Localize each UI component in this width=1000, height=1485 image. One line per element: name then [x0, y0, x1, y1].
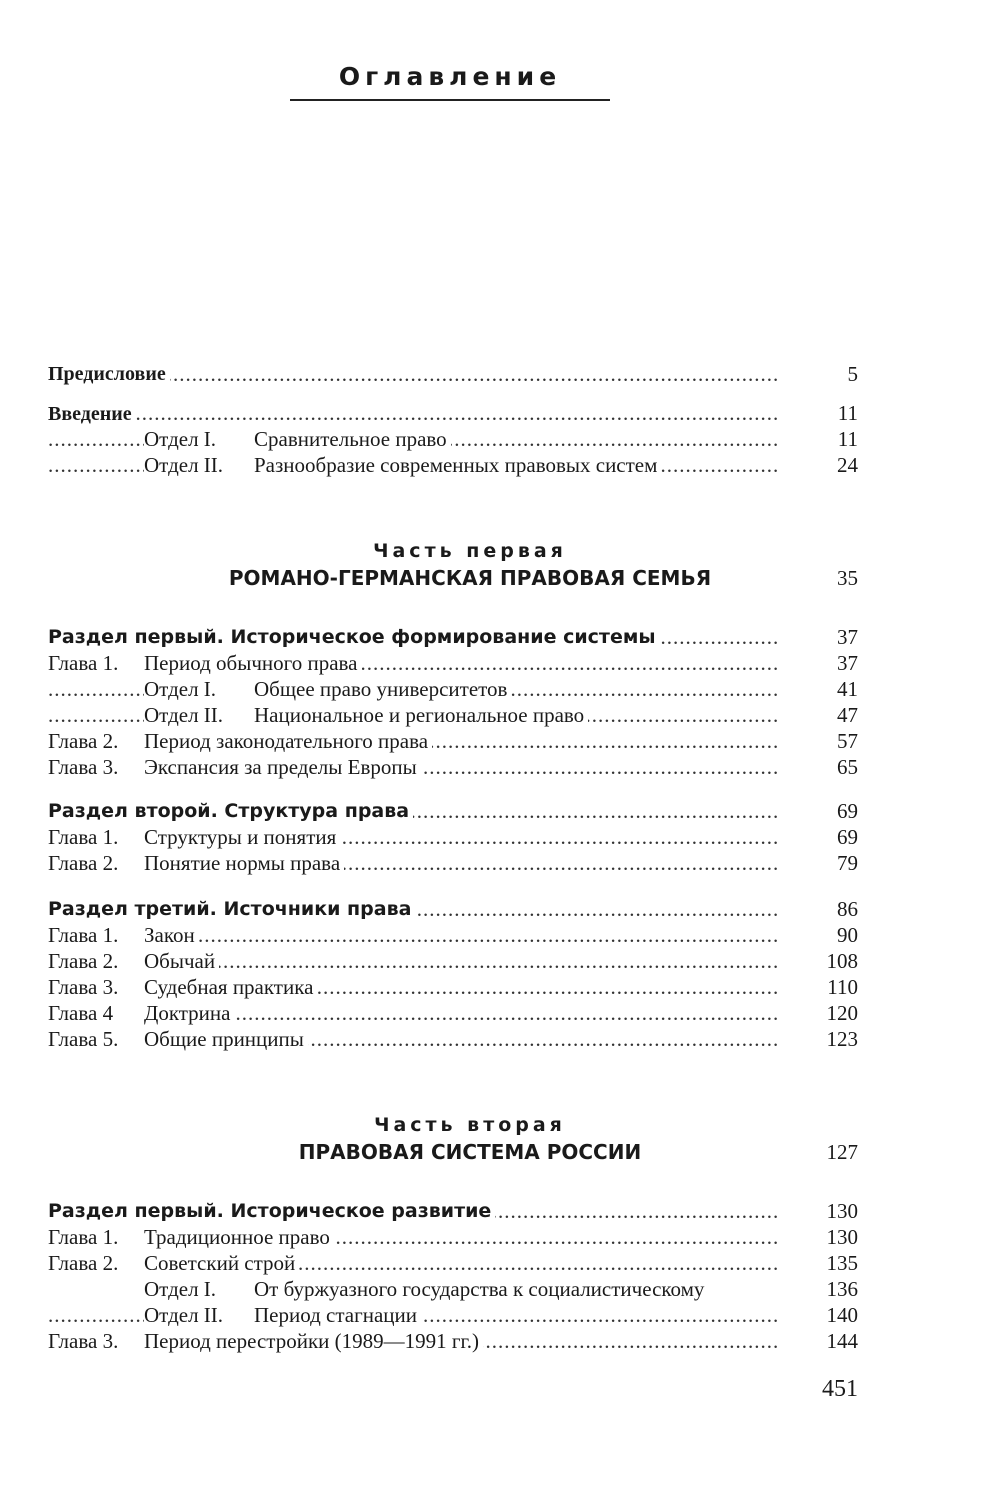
part-page: 127	[826, 1140, 858, 1164]
toc-entry-page: 130	[826, 1225, 858, 1249]
toc-entry-page: 24	[837, 453, 858, 477]
toc-entry-label: Раздел первый. Историческое развитие	[48, 1198, 495, 1224]
toc-section[interactable]	[48, 1198, 858, 1224]
part-kicker: Часть вторая	[374, 1114, 566, 1136]
part-kicker: Часть первая	[373, 540, 567, 562]
toc-entry-label: Глава 3. Период перестройки (1989—1991 гг.)	[48, 1328, 483, 1354]
toc-entry-label: Глава 3. Экспансия за пределы Европы	[48, 754, 421, 780]
toc-entry-page: 11	[837, 401, 858, 425]
part-title[interactable]: РОМАНО-ГЕРМАНСКАЯ ПРАВОВАЯ СЕМЬЯ	[228, 566, 712, 590]
toc-entry-page: 47	[837, 703, 858, 727]
toc-entry-label: Глава 2. Период законодательного права	[48, 728, 432, 754]
toc-entry-page: 110	[827, 975, 858, 999]
toc-subsection[interactable]	[48, 702, 858, 728]
toc-chapter[interactable]	[48, 1224, 858, 1250]
toc-entry-preface[interactable]	[48, 361, 858, 387]
toc-entry-label: Глава 1. Структуры и понятия	[48, 824, 340, 850]
toc-chapter[interactable]	[48, 650, 858, 676]
toc-entry-page: 90	[837, 923, 858, 947]
toc-entry-label: Глава 4 Доктрина	[48, 1000, 234, 1026]
toc-entry-page: 41	[837, 677, 858, 701]
toc-entry-page: 144	[826, 1329, 858, 1353]
toc-section[interactable]	[48, 624, 858, 650]
toc-entry-page: 130	[826, 1199, 858, 1223]
toc-entry-label: Отдел I. Сравнительное право	[144, 426, 451, 452]
toc-entry-page: 120	[826, 1001, 858, 1025]
toc-entry-label: Отдел II. Период стагнации	[144, 1302, 421, 1328]
toc-entry-page: 135	[826, 1251, 858, 1275]
toc-entry-label: Раздел третий. Источники права	[48, 896, 415, 922]
toc-chapter[interactable]	[48, 754, 858, 780]
toc-entry-label: Отдел I. Общее право университетов	[144, 676, 511, 702]
toc-subsection[interactable]	[48, 1302, 858, 1328]
toc-chapter[interactable]	[48, 974, 858, 1000]
toc-entry-page: 5	[847, 362, 858, 386]
toc-entry-label: Отдел I. От буржуазного государства к социалистическому	[144, 1276, 708, 1302]
toc-entry-page: 123	[826, 1027, 858, 1051]
toc-entry[interactable]	[48, 426, 858, 452]
toc-entry-label: Глава 1. Период обычного права	[48, 650, 362, 676]
toc-subsection[interactable]	[48, 676, 858, 702]
leader-dots	[48, 400, 780, 426]
toc-chapter[interactable]	[48, 1250, 858, 1276]
toc-entry-label: Глава 2. Советский строй	[48, 1250, 299, 1276]
toc-chapter[interactable]	[48, 922, 858, 948]
toc-entry-page: 108	[826, 949, 858, 973]
toc-chapter[interactable]	[48, 1328, 858, 1354]
toc-entry-page: 86	[837, 897, 858, 921]
part-title[interactable]: ПРАВОВАЯ СИСТЕМА РОССИИ	[298, 1140, 642, 1164]
toc-chapter[interactable]	[48, 850, 858, 876]
toc-entry-label: Отдел II. Разнообразие современных правовых систем	[144, 452, 661, 478]
toc-entry-page: 69	[837, 825, 858, 849]
toc-entry-label: Глава 3. Судебная практика	[48, 974, 317, 1000]
toc-chapter[interactable]	[48, 948, 858, 974]
toc-entry-label: Глава 2. Понятие нормы права	[48, 850, 344, 876]
toc-entry-page: 136	[826, 1277, 858, 1301]
toc-entry-label: Глава 1. Закон	[48, 922, 199, 948]
toc-chapter[interactable]	[48, 728, 858, 754]
part-page: 35	[837, 566, 858, 590]
toc-entry-label: Раздел первый. Историческое формирование системы	[48, 624, 660, 650]
toc-entry-label: Глава 1. Традиционное право	[48, 1224, 334, 1250]
toc-entry-page: 37	[837, 651, 858, 675]
toc-entry-introduction[interactable]	[48, 400, 858, 426]
toc-subsection[interactable]	[48, 1276, 858, 1302]
toc-entry-label: Глава 2. Обычай	[48, 948, 219, 974]
toc-entry-page: 69	[837, 799, 858, 823]
toc-entry-page: 57	[837, 729, 858, 753]
toc-chapter[interactable]	[48, 1000, 858, 1026]
toc-entry-page: 65	[837, 755, 858, 779]
toc-entry-label: Раздел второй. Структура права	[48, 798, 413, 824]
toc-entry-label: Введение	[48, 400, 136, 427]
toc-entry-page: 37	[837, 625, 858, 649]
toc-entry[interactable]	[48, 452, 858, 478]
toc-entry-label: Отдел II. Национальное и региональное право	[144, 702, 588, 728]
page-title: Оглавление	[290, 62, 610, 101]
toc-section[interactable]	[48, 798, 858, 824]
toc-entry-page: 79	[837, 851, 858, 875]
toc-chapter[interactable]	[48, 824, 858, 850]
toc-entry-label: Глава 5. Общие принципы	[48, 1026, 308, 1052]
page-number: 451	[822, 1376, 858, 1402]
toc-section[interactable]	[48, 896, 858, 922]
toc-chapter[interactable]	[48, 1026, 858, 1052]
toc-entry-page: 11	[837, 427, 858, 451]
toc-entry-page: 140	[826, 1303, 858, 1327]
toc-entry-label: Предисловие	[48, 361, 170, 387]
